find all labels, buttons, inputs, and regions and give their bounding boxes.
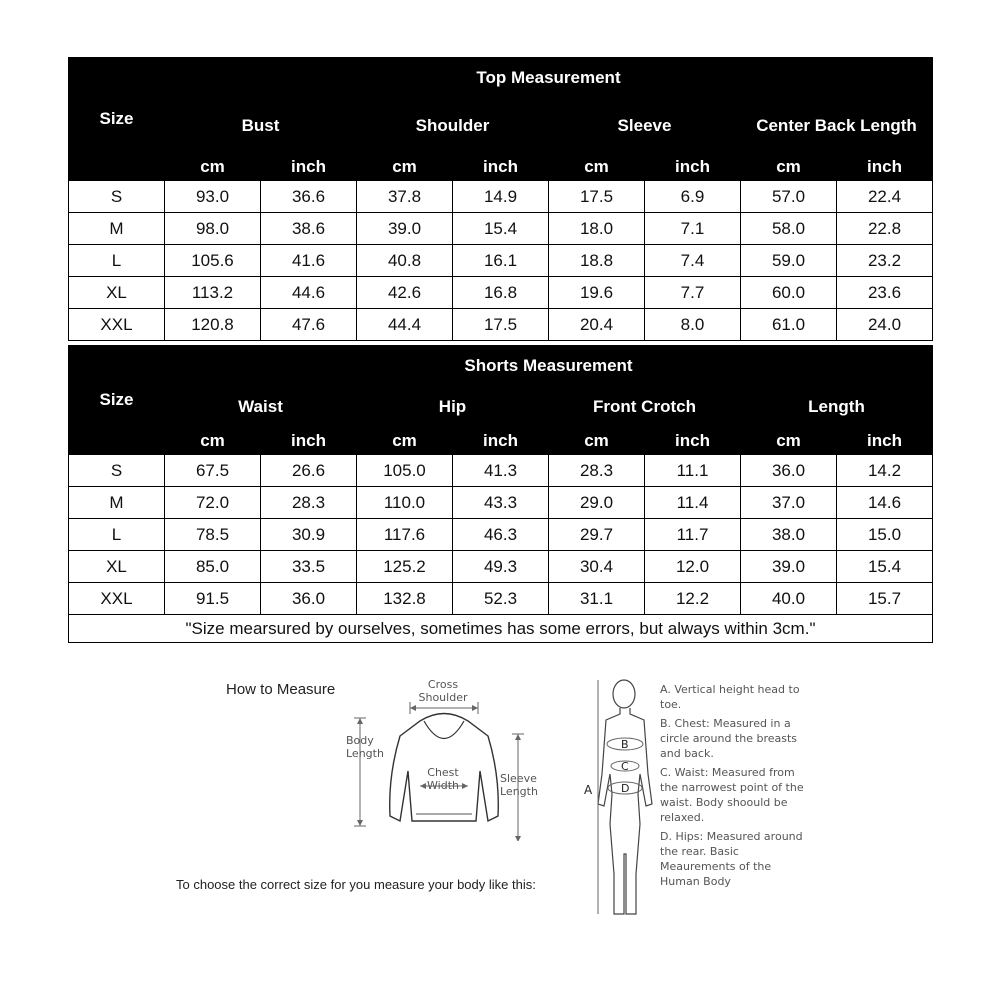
length-header: Length <box>741 386 933 428</box>
size-cell: M <box>69 487 165 519</box>
hip-header: Hip <box>357 386 549 428</box>
table-cell: 24.0 <box>837 309 933 341</box>
sleeve-length-label: Sleeve Length <box>500 772 538 798</box>
table-cell: 14.6 <box>837 487 933 519</box>
table-row <box>69 551 933 583</box>
jacket-hood <box>424 721 464 739</box>
unit-row <box>69 154 933 181</box>
size-cell: XL <box>69 551 165 583</box>
table-cell: 132.8 <box>357 583 453 615</box>
table-cell: 46.3 <box>453 519 549 551</box>
table-cell: 26.6 <box>261 455 357 487</box>
table-cell: 14.2 <box>837 455 933 487</box>
size-cell: S <box>69 181 165 213</box>
legend-b: B. Chest: Measured in a circle around the breasts and back. <box>660 717 798 760</box>
table-cell: 44.6 <box>261 277 357 309</box>
table-cell: 36.0 <box>261 583 357 615</box>
size-header: Size <box>69 346 165 455</box>
size-cell: S <box>69 455 165 487</box>
table-cell: 47.6 <box>261 309 357 341</box>
table-cell: 29.0 <box>549 487 645 519</box>
legend-d: D. Hips: Measured around the rear. Basic Meaurements of the Human Body <box>660 830 803 888</box>
cross-shoulder-label: Cross Shoulder <box>418 678 468 704</box>
table-cell: 33.5 <box>261 551 357 583</box>
unit-cm: cm <box>165 154 261 181</box>
table-cell: 85.0 <box>165 551 261 583</box>
unit-inch: inch <box>645 428 741 455</box>
top-measurement-table <box>68 57 933 341</box>
table-cell: 11.1 <box>645 455 741 487</box>
unit-cm: cm <box>549 428 645 455</box>
table-cell: 7.7 <box>645 277 741 309</box>
waist-header: Waist <box>165 386 357 428</box>
measurement-legend <box>660 682 810 893</box>
table-cell: 125.2 <box>357 551 453 583</box>
table-cell: 30.9 <box>261 519 357 551</box>
table-cell: 18.8 <box>549 245 645 277</box>
letter-b: B <box>621 738 629 751</box>
unit-cm: cm <box>357 154 453 181</box>
center-back-length-header: Center Back Length <box>741 98 933 154</box>
table-cell: 23.6 <box>837 277 933 309</box>
table-cell: 58.0 <box>741 213 837 245</box>
sleeve-header: Sleeve <box>549 98 741 154</box>
legend-c: C. Waist: Measured from the narrowest point of the waist. Body shoould be relaxed. <box>660 766 804 824</box>
size-cell: XXL <box>69 309 165 341</box>
size-cell: L <box>69 245 165 277</box>
size-cell: XXL <box>69 583 165 615</box>
table-cell: 29.7 <box>549 519 645 551</box>
unit-inch: inch <box>837 154 933 181</box>
unit-inch: inch <box>837 428 933 455</box>
shorts-measurement-table <box>68 345 933 643</box>
table-cell: 14.9 <box>453 181 549 213</box>
table-cell: 37.8 <box>357 181 453 213</box>
size-cell: L <box>69 519 165 551</box>
top-measurement-title: Top Measurement <box>165 58 933 98</box>
table-cell: 91.5 <box>165 583 261 615</box>
unit-inch: inch <box>453 428 549 455</box>
table-cell: 39.0 <box>741 551 837 583</box>
table-cell: 22.4 <box>837 181 933 213</box>
table-cell: 7.1 <box>645 213 741 245</box>
unit-inch: inch <box>261 154 357 181</box>
body-length-label: Body Length <box>346 734 384 760</box>
table-row <box>69 181 933 213</box>
how-to-measure-label: How to Measure <box>226 681 336 698</box>
table-cell: 12.0 <box>645 551 741 583</box>
table-row <box>69 583 933 615</box>
unit-inch: inch <box>261 428 357 455</box>
table-cell: 15.4 <box>453 213 549 245</box>
legend-a: A. Vertical height head to toe. <box>660 683 800 711</box>
table-cell: 40.0 <box>741 583 837 615</box>
table-row <box>69 277 933 309</box>
table-cell: 113.2 <box>165 277 261 309</box>
size-header: Size <box>69 58 165 181</box>
table-cell: 117.6 <box>357 519 453 551</box>
table-cell: 11.7 <box>645 519 741 551</box>
table-cell: 36.6 <box>261 181 357 213</box>
table-cell: 17.5 <box>453 309 549 341</box>
table-cell: 20.4 <box>549 309 645 341</box>
table-cell: 15.4 <box>837 551 933 583</box>
head <box>613 680 635 708</box>
size-cell: M <box>69 213 165 245</box>
table-row <box>69 245 933 277</box>
shorts-measurement-title: Shorts Measurement <box>165 346 933 386</box>
unit-cm: cm <box>549 154 645 181</box>
measurement-note: "Size mearsured by ourselves, sometimes has some errors, but always within 3cm." <box>69 615 933 643</box>
table-cell: 93.0 <box>165 181 261 213</box>
table-cell: 39.0 <box>357 213 453 245</box>
table-cell: 52.3 <box>453 583 549 615</box>
table-cell: 43.3 <box>453 487 549 519</box>
unit-inch: inch <box>453 154 549 181</box>
table-cell: 16.8 <box>453 277 549 309</box>
table-cell: 28.3 <box>261 487 357 519</box>
table-cell: 17.5 <box>549 181 645 213</box>
table-cell: 12.2 <box>645 583 741 615</box>
table-row <box>69 519 933 551</box>
table-cell: 67.5 <box>165 455 261 487</box>
table-cell: 110.0 <box>357 487 453 519</box>
table-row <box>69 487 933 519</box>
table-cell: 18.0 <box>549 213 645 245</box>
unit-cm: cm <box>357 428 453 455</box>
letter-d: D <box>621 782 630 795</box>
table-cell: 15.0 <box>837 519 933 551</box>
table-cell: 78.5 <box>165 519 261 551</box>
table-cell: 36.0 <box>741 455 837 487</box>
table-cell: 6.9 <box>645 181 741 213</box>
bust-header: Bust <box>165 98 357 154</box>
instruction-text: To choose the correct size for you measure your body like this: <box>176 877 536 892</box>
letter-a: A <box>584 783 593 797</box>
table-cell: 72.0 <box>165 487 261 519</box>
table-row <box>69 455 933 487</box>
table-cell: 22.8 <box>837 213 933 245</box>
size-cell: XL <box>69 277 165 309</box>
table-cell: 23.2 <box>837 245 933 277</box>
table-cell: 28.3 <box>549 455 645 487</box>
table-row <box>69 213 933 245</box>
chest-width-label: Chest Width <box>427 766 459 792</box>
table-cell: 120.8 <box>165 309 261 341</box>
unit-row <box>69 428 933 455</box>
table-cell: 11.4 <box>645 487 741 519</box>
unit-cm: cm <box>741 428 837 455</box>
table-cell: 15.7 <box>837 583 933 615</box>
table-row <box>69 309 933 341</box>
unit-cm: cm <box>165 428 261 455</box>
table-cell: 38.6 <box>261 213 357 245</box>
table-cell: 60.0 <box>741 277 837 309</box>
table-cell: 16.1 <box>453 245 549 277</box>
table-cell: 59.0 <box>741 245 837 277</box>
table-cell: 37.0 <box>741 487 837 519</box>
unit-inch: inch <box>645 154 741 181</box>
table-cell: 98.0 <box>165 213 261 245</box>
table-cell: 42.6 <box>357 277 453 309</box>
table-cell: 41.3 <box>453 455 549 487</box>
table-cell: 105.6 <box>165 245 261 277</box>
shoulder-header: Shoulder <box>357 98 549 154</box>
table-cell: 40.8 <box>357 245 453 277</box>
table-cell: 8.0 <box>645 309 741 341</box>
table-cell: 41.6 <box>261 245 357 277</box>
table-cell: 49.3 <box>453 551 549 583</box>
table-cell: 30.4 <box>549 551 645 583</box>
table-cell: 105.0 <box>357 455 453 487</box>
front-crotch-header: Front Crotch <box>549 386 741 428</box>
unit-cm: cm <box>741 154 837 181</box>
body-figure <box>580 674 660 924</box>
table-cell: 7.4 <box>645 245 741 277</box>
table-cell: 61.0 <box>741 309 837 341</box>
table-cell: 57.0 <box>741 181 837 213</box>
table-cell: 38.0 <box>741 519 837 551</box>
table-cell: 19.6 <box>549 277 645 309</box>
table-cell: 44.4 <box>357 309 453 341</box>
letter-c: C <box>621 760 629 773</box>
table-cell: 31.1 <box>549 583 645 615</box>
